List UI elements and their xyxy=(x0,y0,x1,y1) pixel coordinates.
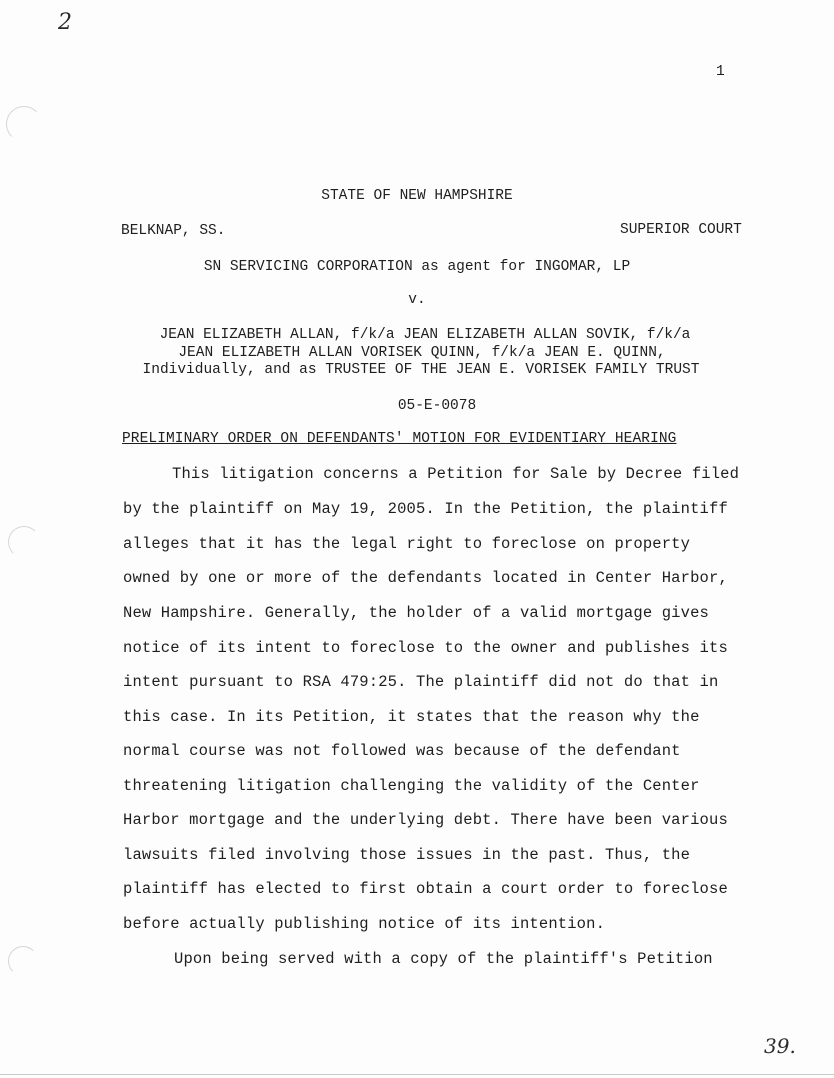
order-title: PRELIMINARY ORDER ON DEFENDANTS' MOTION FOR EVIDENTIARY HEARING xyxy=(122,431,677,447)
body-line: by the plaintiff on May 19, 2005. In the Petition, the plaintiff xyxy=(123,500,728,518)
body-line: Upon being served with a copy of the plaintiff's Petition xyxy=(174,950,713,968)
versus-caption: v. xyxy=(408,292,426,308)
handwritten-page-mark: 2 xyxy=(58,10,72,35)
body-line: alleges that it has the legal right to foreclose on property xyxy=(123,535,691,553)
body-line: New Hampshire. Generally, the holder of a valid mortgage gives xyxy=(123,604,709,622)
body-line: notice of its intent to foreclose to the owner and publishes its xyxy=(123,639,728,657)
body-line: This litigation concerns a Petition for Sale by Decree filed xyxy=(172,465,740,483)
defendants-caption-line-3: Individually, and as TRUSTEE OF THE JEAN E. VORISEK FAMILY TRUST xyxy=(142,362,700,378)
body-line: Harbor mortgage and the underlying debt. There have been various xyxy=(123,811,728,829)
court-label: SUPERIOR COURT xyxy=(620,222,742,238)
county-label: BELKNAP, SS. xyxy=(121,223,226,239)
body-line: owned by one or more of the defendants located in Center Harbor, xyxy=(123,569,728,587)
body-line: intent pursuant to RSA 479:25. The plaintiff did not do that in xyxy=(123,673,719,691)
body-line: before actually publishing notice of its intention. xyxy=(123,915,606,933)
body-line: this case. In its Petition, it states that the reason why the xyxy=(123,708,700,726)
defendants-caption-line-1: JEAN ELIZABETH ALLAN, f/k/a JEAN ELIZABETH ALLAN SOVIK, f/k/a xyxy=(159,327,691,343)
body-line: plaintiff has elected to first obtain a court order to foreclose xyxy=(123,880,728,898)
scan-bottom-edge xyxy=(0,1074,834,1075)
handwritten-footer-mark: 39. xyxy=(764,1034,796,1058)
scan-artifact-top xyxy=(6,106,42,142)
docket-number: 05-E-0078 xyxy=(397,398,477,414)
scan-artifact-middle xyxy=(8,526,40,558)
page-number: 1 xyxy=(716,64,725,80)
scan-artifact-bottom xyxy=(8,946,38,976)
body-line: normal course was not followed was because of the defendant xyxy=(123,742,681,760)
plaintiff-caption: SN SERVICING CORPORATION as agent for INGOMAR, LP xyxy=(203,259,631,275)
body-line: threatening litigation challenging the validity of the Center xyxy=(123,777,700,795)
body-line: lawsuits filed involving those issues in the past. Thus, the xyxy=(123,846,691,864)
defendants-caption-line-2: JEAN ELIZABETH ALLAN VORISEK QUINN, f/k/a JEAN E. QUINN, xyxy=(178,345,666,361)
state-heading: STATE OF NEW HAMPSHIRE xyxy=(321,188,513,204)
